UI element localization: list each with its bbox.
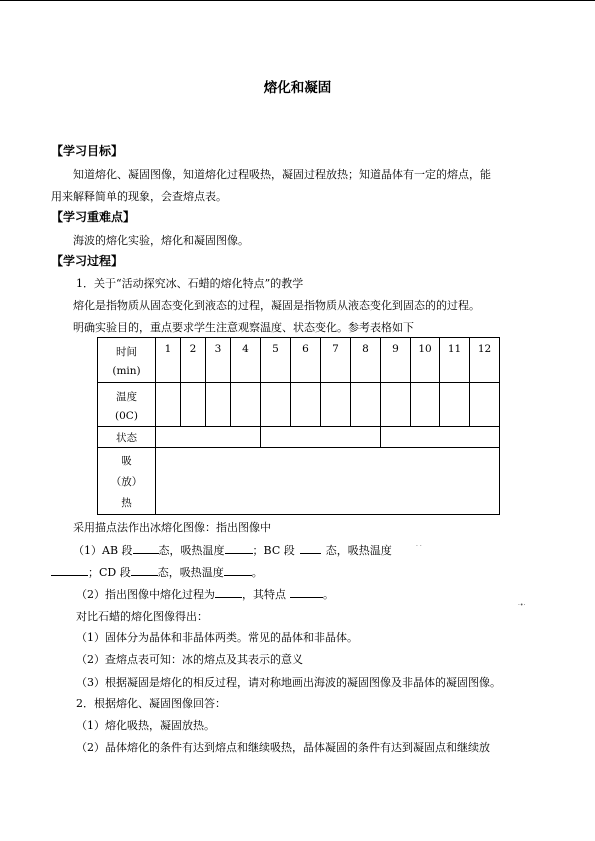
temperature-cell: [321, 383, 351, 427]
answer-blank-ab-temp[interactable]: [225, 543, 253, 554]
temperature-label: 温度: [116, 391, 137, 403]
heat-label-line-2: （放）: [110, 476, 143, 488]
minute-cell: 9: [381, 338, 411, 383]
graph-instruction: 采用描点法作出冰熔化图像：指出图像中: [73, 521, 271, 534]
heat-cell: [156, 448, 500, 515]
minute-cell: 6: [291, 338, 321, 383]
observation-table: [97, 337, 500, 515]
paraffin-comparison: 对比石蜡的熔化图像得出：: [76, 610, 208, 623]
process-item-1-title: 1．关于“活动探究冰、石蜡的熔化特点”的教学: [76, 277, 304, 290]
scan-speck: ·•·: [518, 602, 526, 609]
time-header-cell: [98, 338, 156, 383]
answer-blank-bc-temp[interactable]: [51, 565, 88, 576]
page-title: 熔化和凝固: [263, 80, 332, 96]
question-1-bc: ；BC 段: [252, 544, 295, 557]
process-heading: 【学习过程】: [51, 254, 124, 268]
scan-speck: · ·: [416, 543, 422, 550]
minute-cell: 5: [261, 338, 291, 383]
question-2-end: 。: [323, 588, 334, 601]
minute-cell: 1: [156, 338, 181, 383]
time-label: 时间: [116, 346, 137, 358]
answer-blank-feature[interactable]: [290, 587, 323, 598]
temperature-cell: [231, 383, 261, 427]
temperature-cell: [291, 383, 321, 427]
answer-blank-bc-state[interactable]: [300, 543, 321, 554]
question-1-line-2: [51, 565, 263, 580]
temperature-cell: [261, 383, 291, 427]
question-1-cd: ；CD 段: [88, 566, 131, 579]
temperature-row: [98, 383, 500, 427]
objectives-line-1: 知道熔化、凝固图像，知道熔化过程吸热，凝固过程放热；知道晶体有一定的熔点，能: [73, 168, 491, 181]
point-3: （3）根据凝固是熔化的相反过程，请对称地画出海波的凝固图像及非晶体的凝固图像。: [76, 676, 501, 689]
time-unit: (min): [112, 365, 141, 377]
question-1-end: 。: [251, 566, 263, 579]
minute-cell: 7: [321, 338, 351, 383]
temperature-cell: [381, 383, 411, 427]
experiment-purpose: 明确实验目的，重点要求学生注意观察温度、状态变化。参考表格如下: [73, 321, 414, 334]
question-2: [76, 587, 334, 602]
key-points-text: 海波的熔化实验，熔化和凝固图像。: [73, 234, 249, 247]
minute-cell: 11: [440, 338, 470, 383]
question-1-cd-temp: 态，吸热温度: [157, 566, 224, 579]
temperature-cell: [470, 383, 500, 427]
point-1: （1）固体分为晶体和非晶体两类。常见的晶体和非晶体。: [76, 631, 358, 644]
question-2-text: （2）指出图像中熔化过程为: [76, 588, 215, 601]
page-top-border: [0, 0, 595, 1]
state-cell-liquid: [381, 427, 500, 448]
heat-header-cell: [98, 448, 156, 515]
question-1-ab-temp: 态，吸热温度: [158, 544, 225, 557]
answer-1: （1）熔化吸热，凝固放热。: [76, 719, 215, 732]
heat-label-line-3: 热: [121, 497, 132, 509]
key-points-heading: 【学习重难点】: [51, 210, 136, 224]
answer-2: （2）晶体熔化的条件有达到熔点和继续吸热，晶体凝固的条件有达到凝固点和继续放: [76, 741, 490, 754]
time-row: [98, 338, 500, 383]
answer-blank-cd-temp[interactable]: [224, 565, 252, 576]
answer-blank-process[interactable]: [215, 587, 242, 598]
objectives-heading: 【学习目标】: [51, 144, 124, 158]
temperature-header-cell: [98, 383, 156, 427]
temperature-cell: [411, 383, 440, 427]
question-2-feature: ，其特点: [242, 588, 286, 601]
process-item-2-title: 2．根据熔化、凝固图像回答：: [76, 697, 226, 710]
temperature-cell: [206, 383, 231, 427]
point-2: （2）查熔点表可知：冰的熔点及其表示的意义: [76, 653, 303, 666]
temperature-cell: [440, 383, 470, 427]
state-label: 状态: [98, 427, 156, 448]
temperature-cell: [156, 383, 181, 427]
question-1-bc-temp: 态，吸热温度: [325, 544, 392, 557]
minute-cell: 10: [411, 338, 440, 383]
heat-label-line-1: 吸: [121, 455, 132, 467]
minute-cell: 4: [231, 338, 261, 383]
temperature-cell: [351, 383, 381, 427]
minute-cell: 2: [181, 338, 206, 383]
question-1-line-1: [73, 543, 392, 558]
state-cell-mixed: [261, 427, 381, 448]
state-cell-solid: [156, 427, 261, 448]
melting-definition: 熔化是指物质从固态变化到液态的过程，凝固是指物质从液态变化到固态的的过程。: [73, 299, 480, 312]
temperature-unit: (0C): [115, 410, 138, 422]
minute-cell: 8: [351, 338, 381, 383]
temperature-cell: [181, 383, 206, 427]
answer-blank-cd-state[interactable]: [131, 565, 158, 576]
heat-row: [98, 448, 500, 515]
question-1-ab: （1）AB 段: [73, 544, 133, 557]
objectives-line-2: 用来解释简单的现象，会查熔点表。: [51, 190, 227, 203]
state-row: [98, 427, 500, 448]
minute-cell: 3: [206, 338, 231, 383]
minute-cell: 12: [470, 338, 500, 383]
answer-blank-ab-state[interactable]: [133, 543, 159, 554]
